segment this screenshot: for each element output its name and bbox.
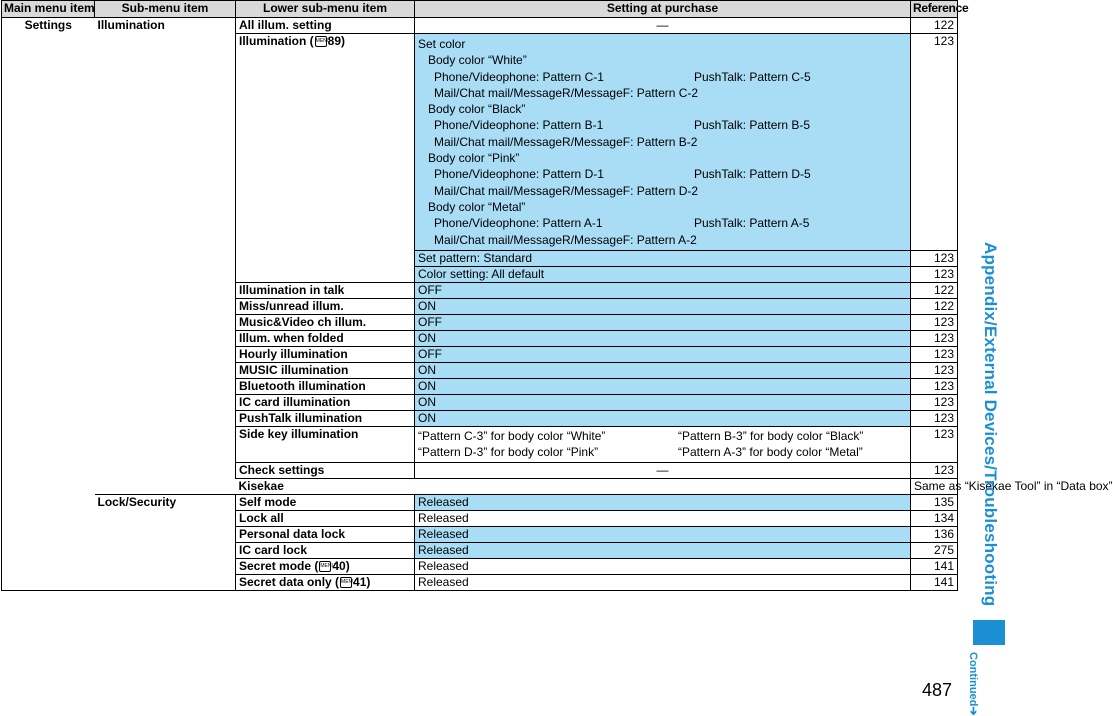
lower-item: All illum. setting xyxy=(236,18,415,34)
setting-set-pattern: Set pattern: Standard xyxy=(415,250,911,266)
lower-item: Personal data lock xyxy=(236,526,415,542)
lower-item: Illum. when folded xyxy=(236,330,415,346)
lower-item: Side key illumination xyxy=(236,426,415,462)
lower-item-secret-data: Secret data only ( MENU41) xyxy=(236,574,415,590)
reference-page: 141 xyxy=(911,574,958,590)
header-reference: Reference xyxy=(911,1,958,18)
setting-value: Same as “Kisekae Tool” in “Data box” xyxy=(911,478,958,494)
setting-value: Released xyxy=(415,526,911,542)
lower-item: Hourly illumination xyxy=(236,346,415,362)
setting-value: ― xyxy=(415,462,911,478)
reference-page: 123 xyxy=(911,410,958,426)
lower-item: Bluetooth illumination xyxy=(236,378,415,394)
setting-value: ― xyxy=(415,18,911,34)
reference-page: 123 xyxy=(911,330,958,346)
setting-value: ON xyxy=(415,394,911,410)
lower-item: PushTalk illumination xyxy=(236,410,415,426)
lower-item: Self mode xyxy=(236,494,415,510)
lower-item: Miss/unread illum. xyxy=(236,298,415,314)
reference-page: 123 xyxy=(911,378,958,394)
setting-value: Released xyxy=(415,558,911,574)
reference-page: 122 xyxy=(911,18,958,34)
table-row xyxy=(2,18,958,34)
lower-item-illumination: Illumination ( MENU89) xyxy=(236,34,415,283)
sub-menu-kisekae: Kisekae xyxy=(236,478,911,494)
sub-menu-lock-security: Lock/Security xyxy=(95,494,236,590)
lower-item: Check settings xyxy=(236,462,415,478)
setting-side-key: “Pattern C-3” for body color “White” “Pattern B-3” for body color “Black” “Pattern D-3” for body color “Pink” “Pattern A-3” for body color “Metal” xyxy=(415,426,911,462)
chapter-tab-bar xyxy=(973,620,1005,645)
lower-item: IC card illumination xyxy=(236,394,415,410)
setting-value: ON xyxy=(415,330,911,346)
lower-item: Illumination in talk xyxy=(236,282,415,298)
reference-page: 123 xyxy=(911,34,958,251)
setting-value: ON xyxy=(415,298,911,314)
chapter-title: Appendix/External Devices/Troubleshooting xyxy=(981,242,1000,607)
setting-value: OFF xyxy=(415,282,911,298)
setting-color-setting: Color setting: All default xyxy=(415,266,911,282)
continued-label: Continued➔ xyxy=(967,652,979,716)
reference-page: 123 xyxy=(911,426,958,462)
menu-icon: MENU xyxy=(340,577,352,588)
reference-page: 122 xyxy=(911,282,958,298)
lower-item: Lock all xyxy=(236,510,415,526)
sub-menu-illumination: Illumination xyxy=(95,18,236,495)
table-row xyxy=(2,494,958,510)
setting-value: OFF xyxy=(415,314,911,330)
page-number: 487 xyxy=(922,680,953,700)
header-lower-sub-menu: Lower sub-menu item xyxy=(236,1,415,18)
lower-item-secret-mode: Secret mode ( MENU40) xyxy=(236,558,415,574)
reference-page: 123 xyxy=(911,462,958,478)
reference-page: 123 xyxy=(911,394,958,410)
lower-item: MUSIC illumination xyxy=(236,362,415,378)
header-main-menu: Main menu item xyxy=(2,1,95,18)
reference-page: 141 xyxy=(911,558,958,574)
menu-icon: MENU xyxy=(315,36,327,47)
setting-value: OFF xyxy=(415,346,911,362)
setting-value: Released xyxy=(415,510,911,526)
table-header-row xyxy=(2,1,958,18)
reference-page: 123 xyxy=(911,362,958,378)
setting-value: ON xyxy=(415,378,911,394)
setting-set-color: Set color Body color “White” Phone/Videophone: Pattern C-1 PushTalk: Pattern C-5 Mail/Chat mail/MessageR/MessageF: Pattern C-2 Body color “Black” Phone/Videophone: Pattern B-1 PushTalk: Pattern B-5 Mail/Chat mail/MessageR/MessageF: Pattern B-2 Body color “Pink” Phone/Videophone: Pattern D-1 PushTalk: Pattern D-5 Mail/Chat mail/MessageR/MessageF: Pattern D-2 Body color “Metal” Phone/Videophone: Pattern A-1 PushTalk: Pattern A-5 Mail/Chat mail/MessageR/MessageF: Pattern A-2 xyxy=(415,34,911,251)
reference-page: 123 xyxy=(911,250,958,266)
header-sub-menu: Sub-menu item xyxy=(95,1,236,18)
setting-value: ON xyxy=(415,362,911,378)
reference-page: 136 xyxy=(911,526,958,542)
setting-value: Released xyxy=(415,494,911,510)
reference-page: 123 xyxy=(911,346,958,362)
reference-page: 134 xyxy=(911,510,958,526)
lower-item: Music&Video ch illum. xyxy=(236,314,415,330)
setting-value: Released xyxy=(415,542,911,558)
setting-value: ON xyxy=(415,410,911,426)
reference-page: 123 xyxy=(911,266,958,282)
reference-page: 122 xyxy=(911,298,958,314)
reference-page: 123 xyxy=(911,314,958,330)
main-menu-settings: Settings xyxy=(2,18,95,591)
reference-page: 275 xyxy=(911,542,958,558)
setting-value: Released xyxy=(415,574,911,590)
header-setting: Setting at purchase xyxy=(415,1,911,18)
arrow-down-icon: ➔ xyxy=(967,706,979,716)
reference-page: 135 xyxy=(911,494,958,510)
menu-icon: MENU xyxy=(319,561,331,572)
lower-item: IC card lock xyxy=(236,542,415,558)
